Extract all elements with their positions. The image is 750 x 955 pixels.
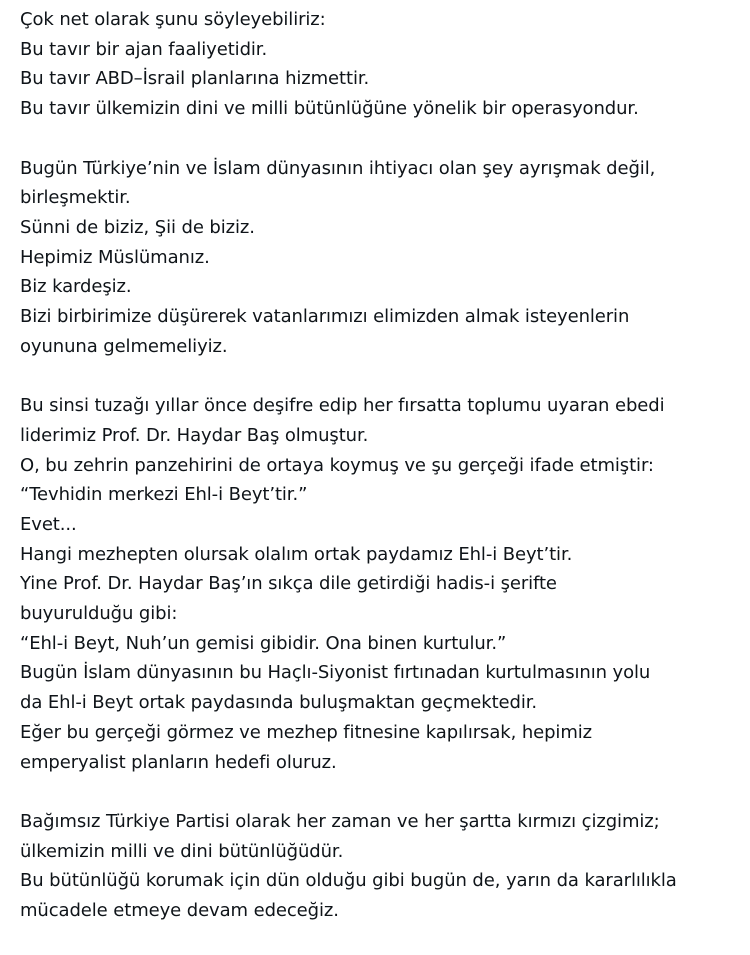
text-line: “Tevhidin merkezi Ehl-i Beyt’tir.” xyxy=(20,484,308,506)
text-line: Bu sinsi tuzağı yıllar önce deşifre edip her fırsatta toplumu uyaran ebedi xyxy=(20,395,665,417)
text-line: emperyalist planların hedefi oluruz. xyxy=(20,751,337,773)
text-line: Sünni de biziz, Şii de biziz. xyxy=(20,216,255,238)
text-line: Bu tavır bir ajan faaliyetidir. xyxy=(20,38,268,60)
post-text xyxy=(20,5,735,926)
text-line: Eğer bu gerçeği görmez ve mezhep fitnesine kapılırsak, hepimiz xyxy=(20,721,593,743)
text-line: Biz kardeşiz. xyxy=(20,276,132,298)
text-line: Hepimiz Müslümanız. xyxy=(20,246,210,268)
text-line: Bağımsız Türkiye Partisi olarak her zaman ve her şartta kırmızı çizgimiz; xyxy=(20,810,660,832)
text-line: Çok net olarak şunu söyleyebiliriz: xyxy=(20,9,326,30)
text-line: liderimiz Prof. Dr. Haydar Baş olmuştur. xyxy=(20,424,369,446)
paragraph-2 xyxy=(20,154,735,362)
text-line: Bu bütünlüğü korumak için dün olduğu gibi bugün de, yarın da kararlılıkla xyxy=(20,870,677,892)
paragraph-3 xyxy=(20,391,735,777)
text-line: Yine Prof. Dr. Haydar Baş’ın sıkça dile getirdiği hadis-i şerifte xyxy=(20,573,557,595)
text-line: Bugün Türkiye’nin ve İslam dünyasının ihtiyacı olan şey ayrışmak değil, xyxy=(20,157,656,179)
text-line: mücadele etmeye devam edeceğiz. xyxy=(20,900,339,922)
text-line: Bu tavır ülkemizin dini ve milli bütünlüğüne yönelik bir operasyondur. xyxy=(20,98,639,120)
text-line: O, bu zehrin panzehirini de ortaya koymuş ve şu gerçeği ifade etmiştir: xyxy=(20,454,654,476)
text-line: Bizi birbirimize düşürerek vatanlarımızı elimizden almak isteyenlerin xyxy=(20,306,630,328)
text-line: Evet... xyxy=(20,513,77,535)
text-line: Bu tavır ABD–İsrail planlarına hizmettir. xyxy=(20,68,370,90)
text-line: ülkemizin milli ve dini bütünlüğüdür. xyxy=(20,840,344,862)
text-line: birleşmektir. xyxy=(20,187,131,209)
text-line: Bugün İslam dünyasının bu Haçlı-Siyonist fırtınadan kurtulmasının yolu xyxy=(20,662,651,684)
text-line: buyurulduğu gibi: xyxy=(20,603,178,625)
paragraph-1 xyxy=(20,5,735,124)
paragraph-4 xyxy=(20,807,735,926)
text-line: da Ehl-i Beyt ortak paydasında buluşmaktan geçmektedir. xyxy=(20,692,537,714)
text-line: “Ehl-i Beyt, Nuh’un gemisi gibidir. Ona binen kurtulur.” xyxy=(20,632,507,654)
text-line: Hangi mezhepten olursak olalım ortak paydamız Ehl-i Beyt’tir. xyxy=(20,543,573,565)
text-line: oyununa gelmemeliyiz. xyxy=(20,335,228,357)
